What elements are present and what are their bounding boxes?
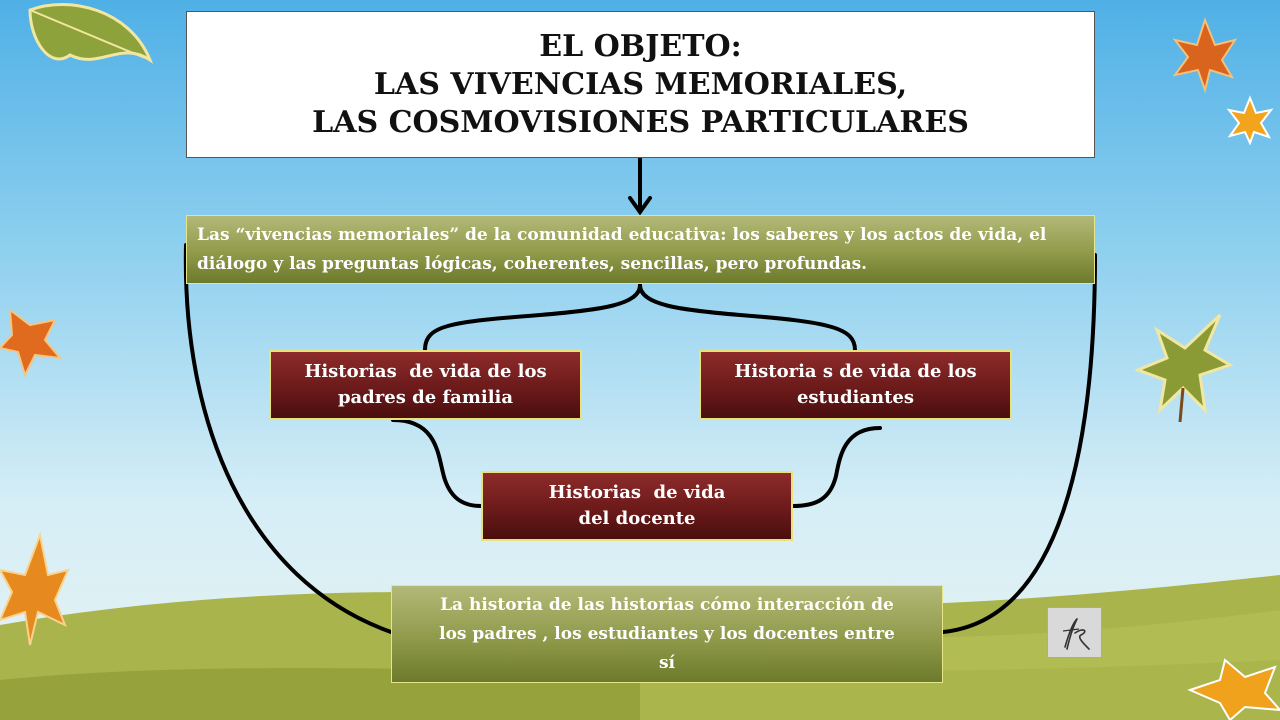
signature-glyph bbox=[1055, 613, 1095, 653]
estudiantes-line-2: estudiantes bbox=[796, 387, 915, 408]
vivencias-memoriales-text: Las “vivencias memoriales” de la comunidad educativa: los saberes y los actos de vida, el diálogo y las preguntas lógicas, coherentes, sencillas, pero profundas. bbox=[197, 224, 1047, 274]
historia-line-2: los padres , los estudiantes y los docentes entre bbox=[439, 623, 895, 644]
padres-line-1: Historias de vida de los bbox=[304, 361, 547, 382]
signature-logo-icon bbox=[1047, 607, 1102, 658]
title-line-3: LAS COSMOVISIONES PARTICULARES bbox=[312, 104, 969, 140]
title-box bbox=[186, 11, 1095, 158]
vivencias-memoriales-box bbox=[186, 215, 1095, 284]
historia-line-1: La historia de las historias cómo interacción de bbox=[440, 594, 894, 615]
title-line-2: LAS VIVENCIAS MEMORIALES, bbox=[373, 66, 908, 102]
historia-de-historias-box bbox=[391, 585, 943, 683]
historia-line-3: sí bbox=[658, 652, 675, 673]
estudiantes-line-1: Historia s de vida de los bbox=[734, 361, 977, 382]
docente-node bbox=[481, 471, 793, 541]
padres-node bbox=[269, 350, 582, 420]
estudiantes-node bbox=[699, 350, 1012, 420]
docente-line-2: del docente bbox=[578, 508, 696, 529]
padres-line-2: padres de familia bbox=[337, 387, 514, 408]
title-line-1: EL OBJETO: bbox=[539, 28, 742, 64]
docente-line-1: Historias de vida bbox=[548, 482, 726, 503]
